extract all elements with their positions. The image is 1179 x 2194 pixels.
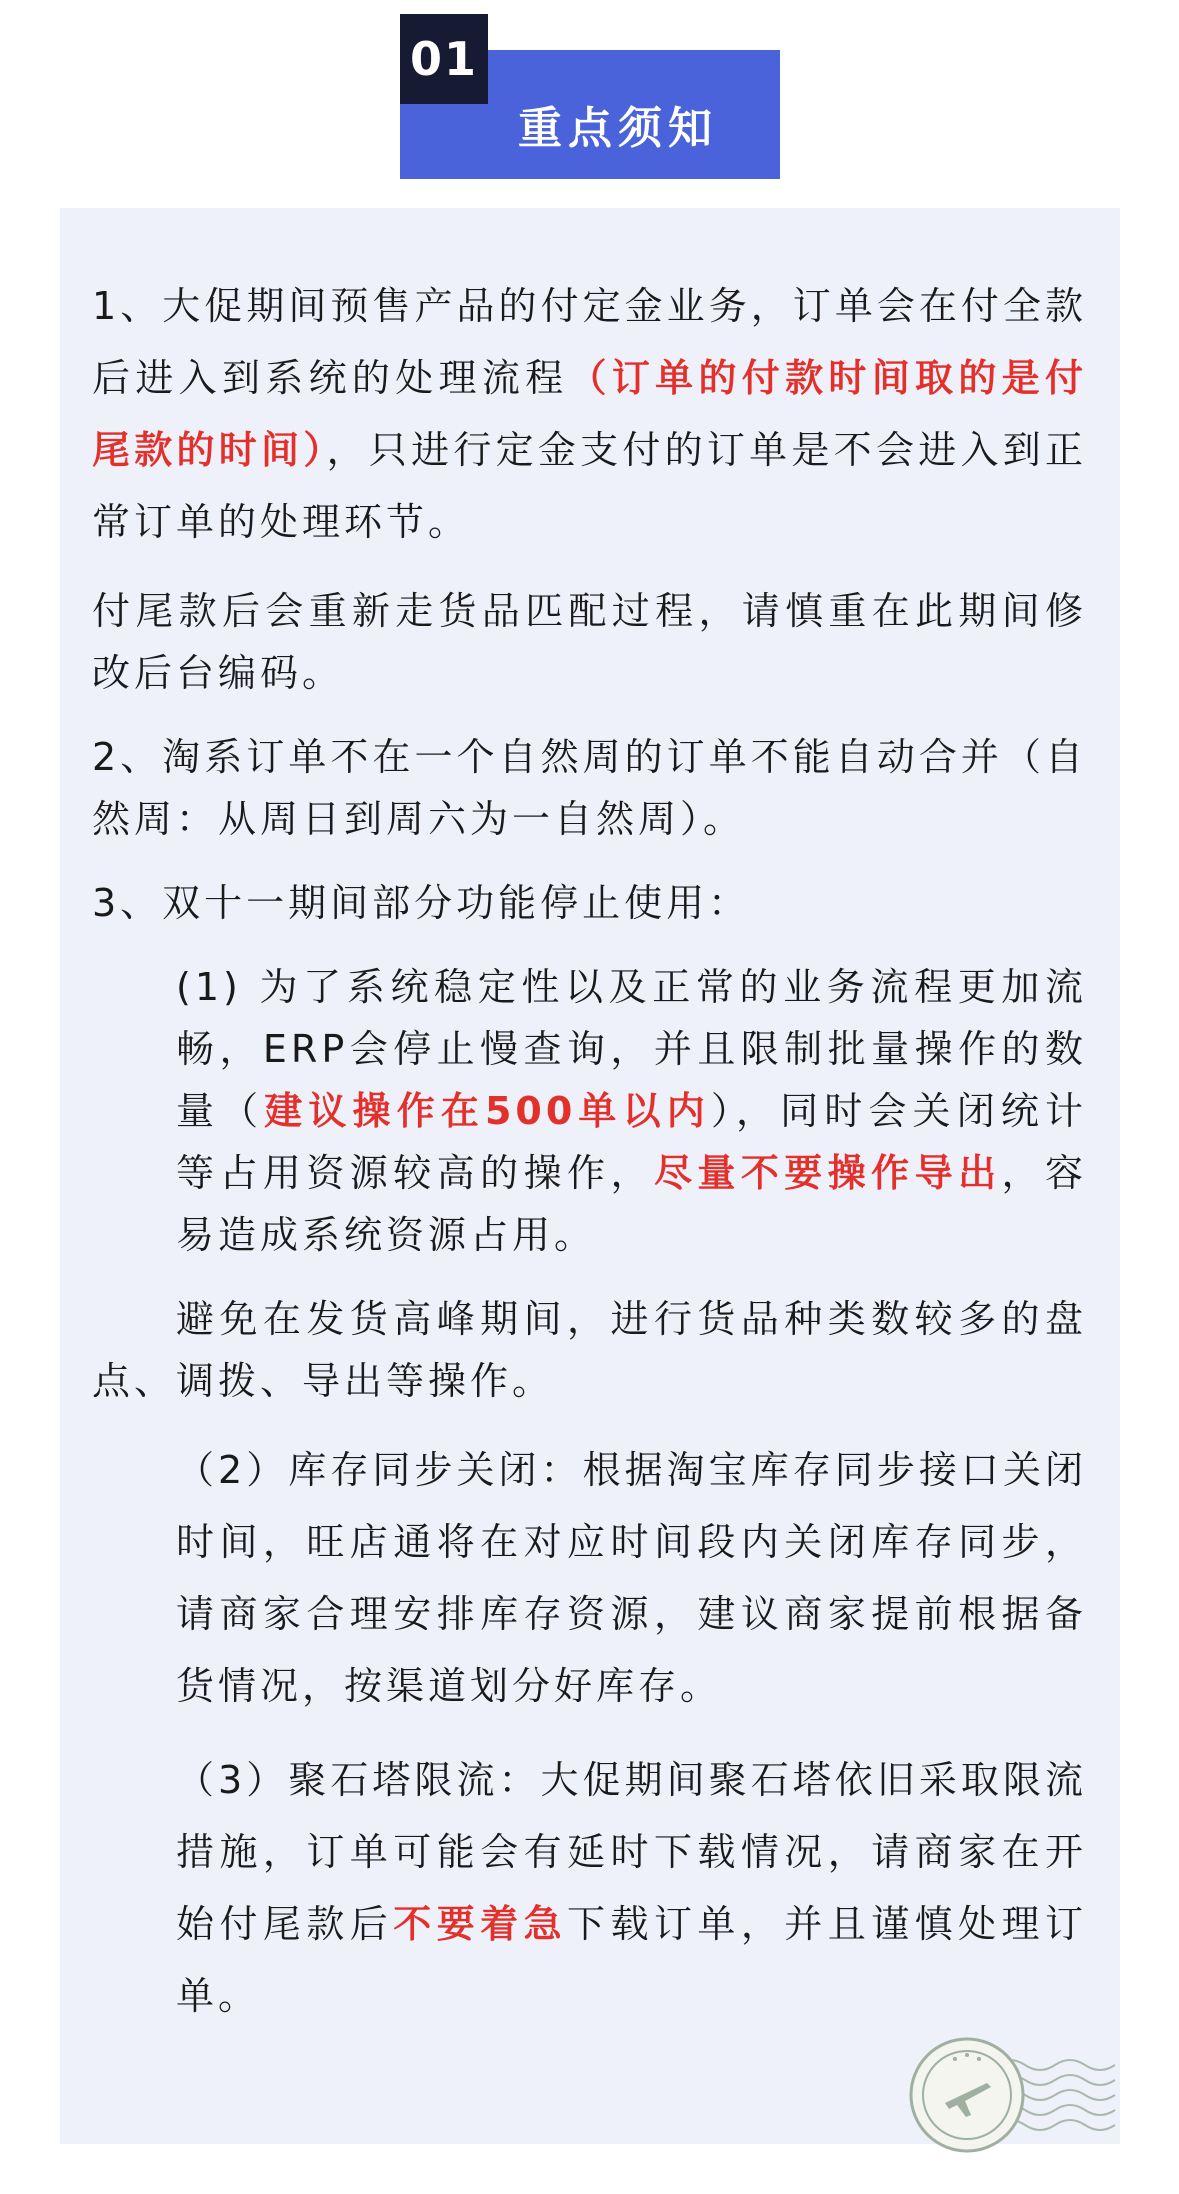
highlight-text: 建议操作在500单以内 (264, 1089, 711, 1133)
notice-paragraph-avoid: 避免在发货高峰期间，进行货品种类数较多的盘点、调拨、导出等操作。 (92, 1297, 1087, 1403)
text-span: （3）聚石塔限流：大促期间聚石塔依旧采取限流措施，订单可能会有延时下载情况，请商家在开始付尾款后 (176, 1758, 1087, 1946)
text-span: (1) 为了系统稳定性以及正常的业务流程更加流畅，ERP会停止慢查询，并且限制批量操作的数量（ (176, 965, 1087, 1133)
highlight-text: 尽量不要操作导出 (653, 1151, 1002, 1195)
text-span: ，容易造成系统资源占用。 (176, 1151, 1087, 1257)
notice-paragraph-presale (92, 270, 1087, 558)
notice-content (92, 270, 1087, 2054)
notice-subitem-2: （2）库存同步关闭：根据淘宝库存同步接口关闭时间，旺店通将在对应时间段内关闭库存同步，请商家合理安排库存资源，建议商家提前根据备货情况，按渠道划分好库存。 (176, 1448, 1087, 1708)
notice-paragraph-merge: 2、淘系订单不在一个自然周的订单不能自动合并（自然周：从周日到周六为一自然周）。 (92, 735, 1087, 841)
text-span: ，只进行定金支付的订单是不会进入到正常订单的处理环节。 (92, 428, 1087, 544)
highlight-text: 不要着急 (393, 1902, 568, 1946)
notice-subitem-1 (176, 956, 1087, 1266)
section-header (400, 14, 780, 179)
text-span: 1、大促期间预售产品的付定金业务，订单会在付全款后进入到系统的处理流程 (92, 284, 1087, 400)
section-number-badge: 01 (400, 14, 488, 104)
notice-paragraph-balance: 付尾款后会重新走货品匹配过程，请慎重在此期间修改后台编码。 (92, 589, 1087, 695)
section-title: 重点须知 (518, 103, 718, 154)
airplane-postmark-icon (905, 2025, 1125, 2155)
highlight-text: （订单的付款时间取的是付尾款的时间） (92, 356, 1087, 472)
notice-subitem-3 (176, 1744, 1087, 2032)
text-span: 下载订单，并且谨慎处理订单。 (176, 1902, 1087, 2018)
notice-paragraph-disabled-functions: 3、双十一期间部分功能停止使用： (92, 881, 751, 925)
text-span: ），同时会关闭统计等占用资源较高的操作， (176, 1089, 1087, 1195)
